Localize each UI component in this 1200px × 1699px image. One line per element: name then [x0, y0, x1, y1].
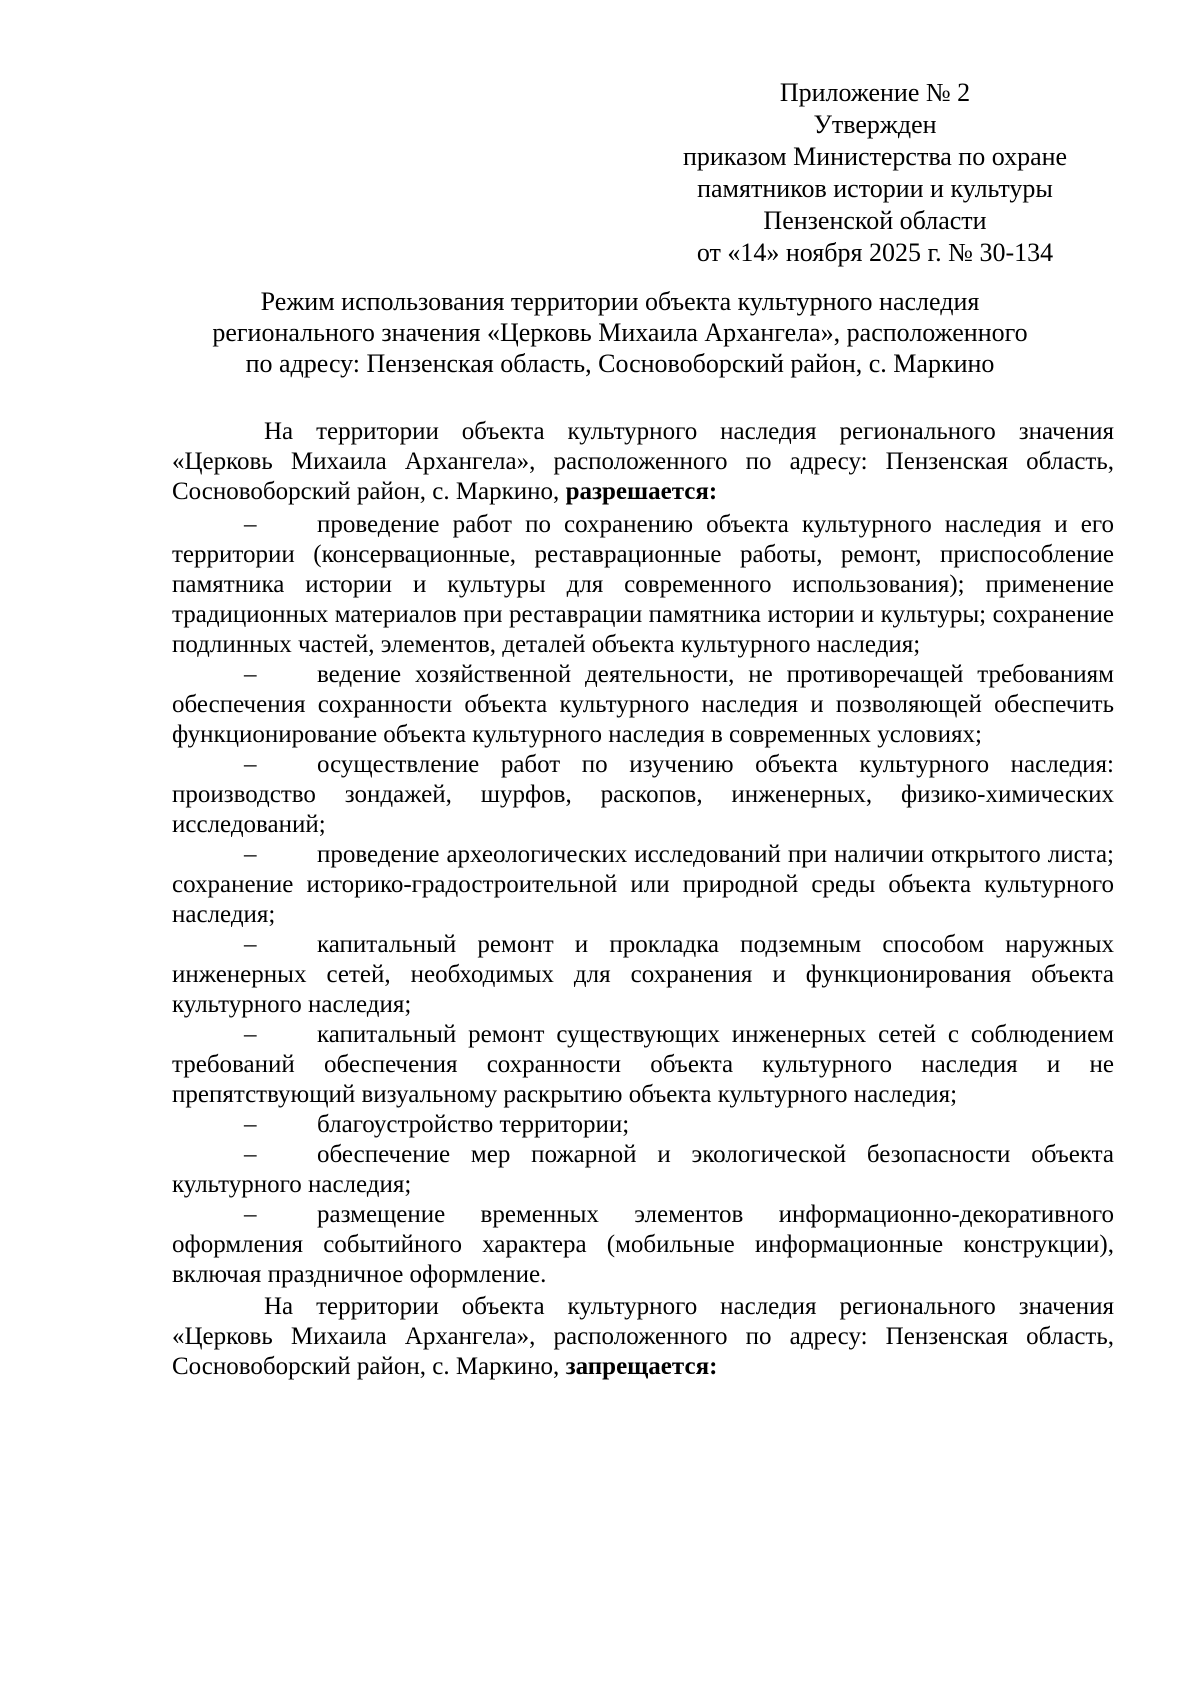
title-line: по адресу: Пензенская область, Сосновоборский район, с. Маркино — [245, 349, 995, 378]
list-item — [172, 840, 1114, 930]
list-dash: – — [244, 1021, 257, 1048]
list-item-text: капитальный ремонт существующих инженерных сетей с соблюдением требований обеспечения сохранности объекта культурного наследия и не препятствующий визуальному раскрытию объекта культурного наследия; — [172, 1021, 1114, 1108]
list-dash: – — [244, 511, 257, 538]
list-dash: – — [244, 751, 257, 778]
list-item — [172, 660, 1114, 750]
list-item-text: благоустройство территории; — [317, 1111, 630, 1138]
list-dash: – — [244, 1201, 257, 1228]
list-item-text: проведение археологических исследований при наличии открытого листа; сохранение историко-градостроительной или природной среды объекта культурного наследия; — [172, 841, 1114, 928]
approved-label: Утвержден — [813, 110, 937, 139]
forbidden-intro-text: На территории объекта культурного наследия регионального значения «Церковь Михаила Архангела», расположенного по адресу: Пензенская область, Сосновоборский район, с. Маркино, — [172, 1293, 1114, 1380]
approval-block — [640, 77, 1110, 269]
title-line: Режим использования территории объекта культурного наследия — [260, 287, 980, 316]
order-line-2: памятников истории и культуры — [697, 174, 1053, 203]
order-line-3: Пензенской области — [763, 206, 987, 235]
list-item — [172, 1200, 1114, 1290]
list-item — [172, 1110, 1114, 1140]
forbidden-intro-paragraph — [172, 1292, 1114, 1382]
order-line-1: приказом Министерства по охране — [682, 142, 1068, 171]
list-item-text: проведение работ по сохранению объекта культурного наследия и его территории (консервационные, реставрационные работы, ремонт, приспособление памятника истории и культуры для современного использования); применение традиционных материалов при реставрации памятника истории и культуры; сохранение подлинных частей, элементов, деталей объекта культурного наследия; — [172, 511, 1114, 658]
list-dash: – — [244, 931, 257, 958]
list-item — [172, 1140, 1114, 1200]
list-item — [172, 510, 1114, 660]
allowed-keyword: разрешается: — [565, 478, 718, 505]
list-item-text: капитальный ремонт и прокладка подземным способом наружных инженерных сетей, необходимых для сохранения и функционирования объекта культурного наследия; — [172, 931, 1114, 1018]
list-item-text: обеспечение мер пожарной и экологической безопасности объекта культурного наследия; — [172, 1141, 1114, 1198]
appendix-number: Приложение № 2 — [779, 78, 971, 107]
document-title — [120, 286, 1120, 379]
allowed-intro-paragraph — [172, 417, 1114, 507]
list-item-text: осуществление работ по изучению объекта культурного наследия: производство зондажей, шурфов, раскопов, инженерных, физико-химических исследований; — [172, 751, 1114, 838]
list-item — [172, 930, 1114, 1020]
list-item-text: ведение хозяйственной деятельности, не противоречащей требованиям обеспечения сохранности объекта культурного наследия и позволяющей обеспечить функционирование объекта культурного наследия в современных условиях; — [172, 661, 1114, 748]
list-dash: – — [244, 841, 257, 868]
title-line: регионального значения «Церковь Михаила Архангела», расположенного — [212, 318, 1028, 347]
document-body — [172, 417, 1114, 1385]
forbidden-keyword: запрещается: — [565, 1353, 718, 1380]
order-date-number: от «14» ноября 2025 г. № 30-134 — [696, 238, 1054, 267]
list-item-text: размещение временных элементов информационно-декоративного оформления событийного характера (мобильные информационные конструкции), включая праздничное оформление. — [172, 1201, 1114, 1288]
list-item — [172, 1020, 1114, 1110]
list-dash: – — [244, 1141, 257, 1168]
list-dash: – — [244, 1111, 257, 1138]
list-item — [172, 750, 1114, 840]
allowed-intro-text: На территории объекта культурного наследия регионального значения «Церковь Михаила Архангела», расположенного по адресу: Пензенская область, Сосновоборский район, с. Маркино, — [172, 418, 1114, 505]
list-dash: – — [244, 661, 257, 688]
